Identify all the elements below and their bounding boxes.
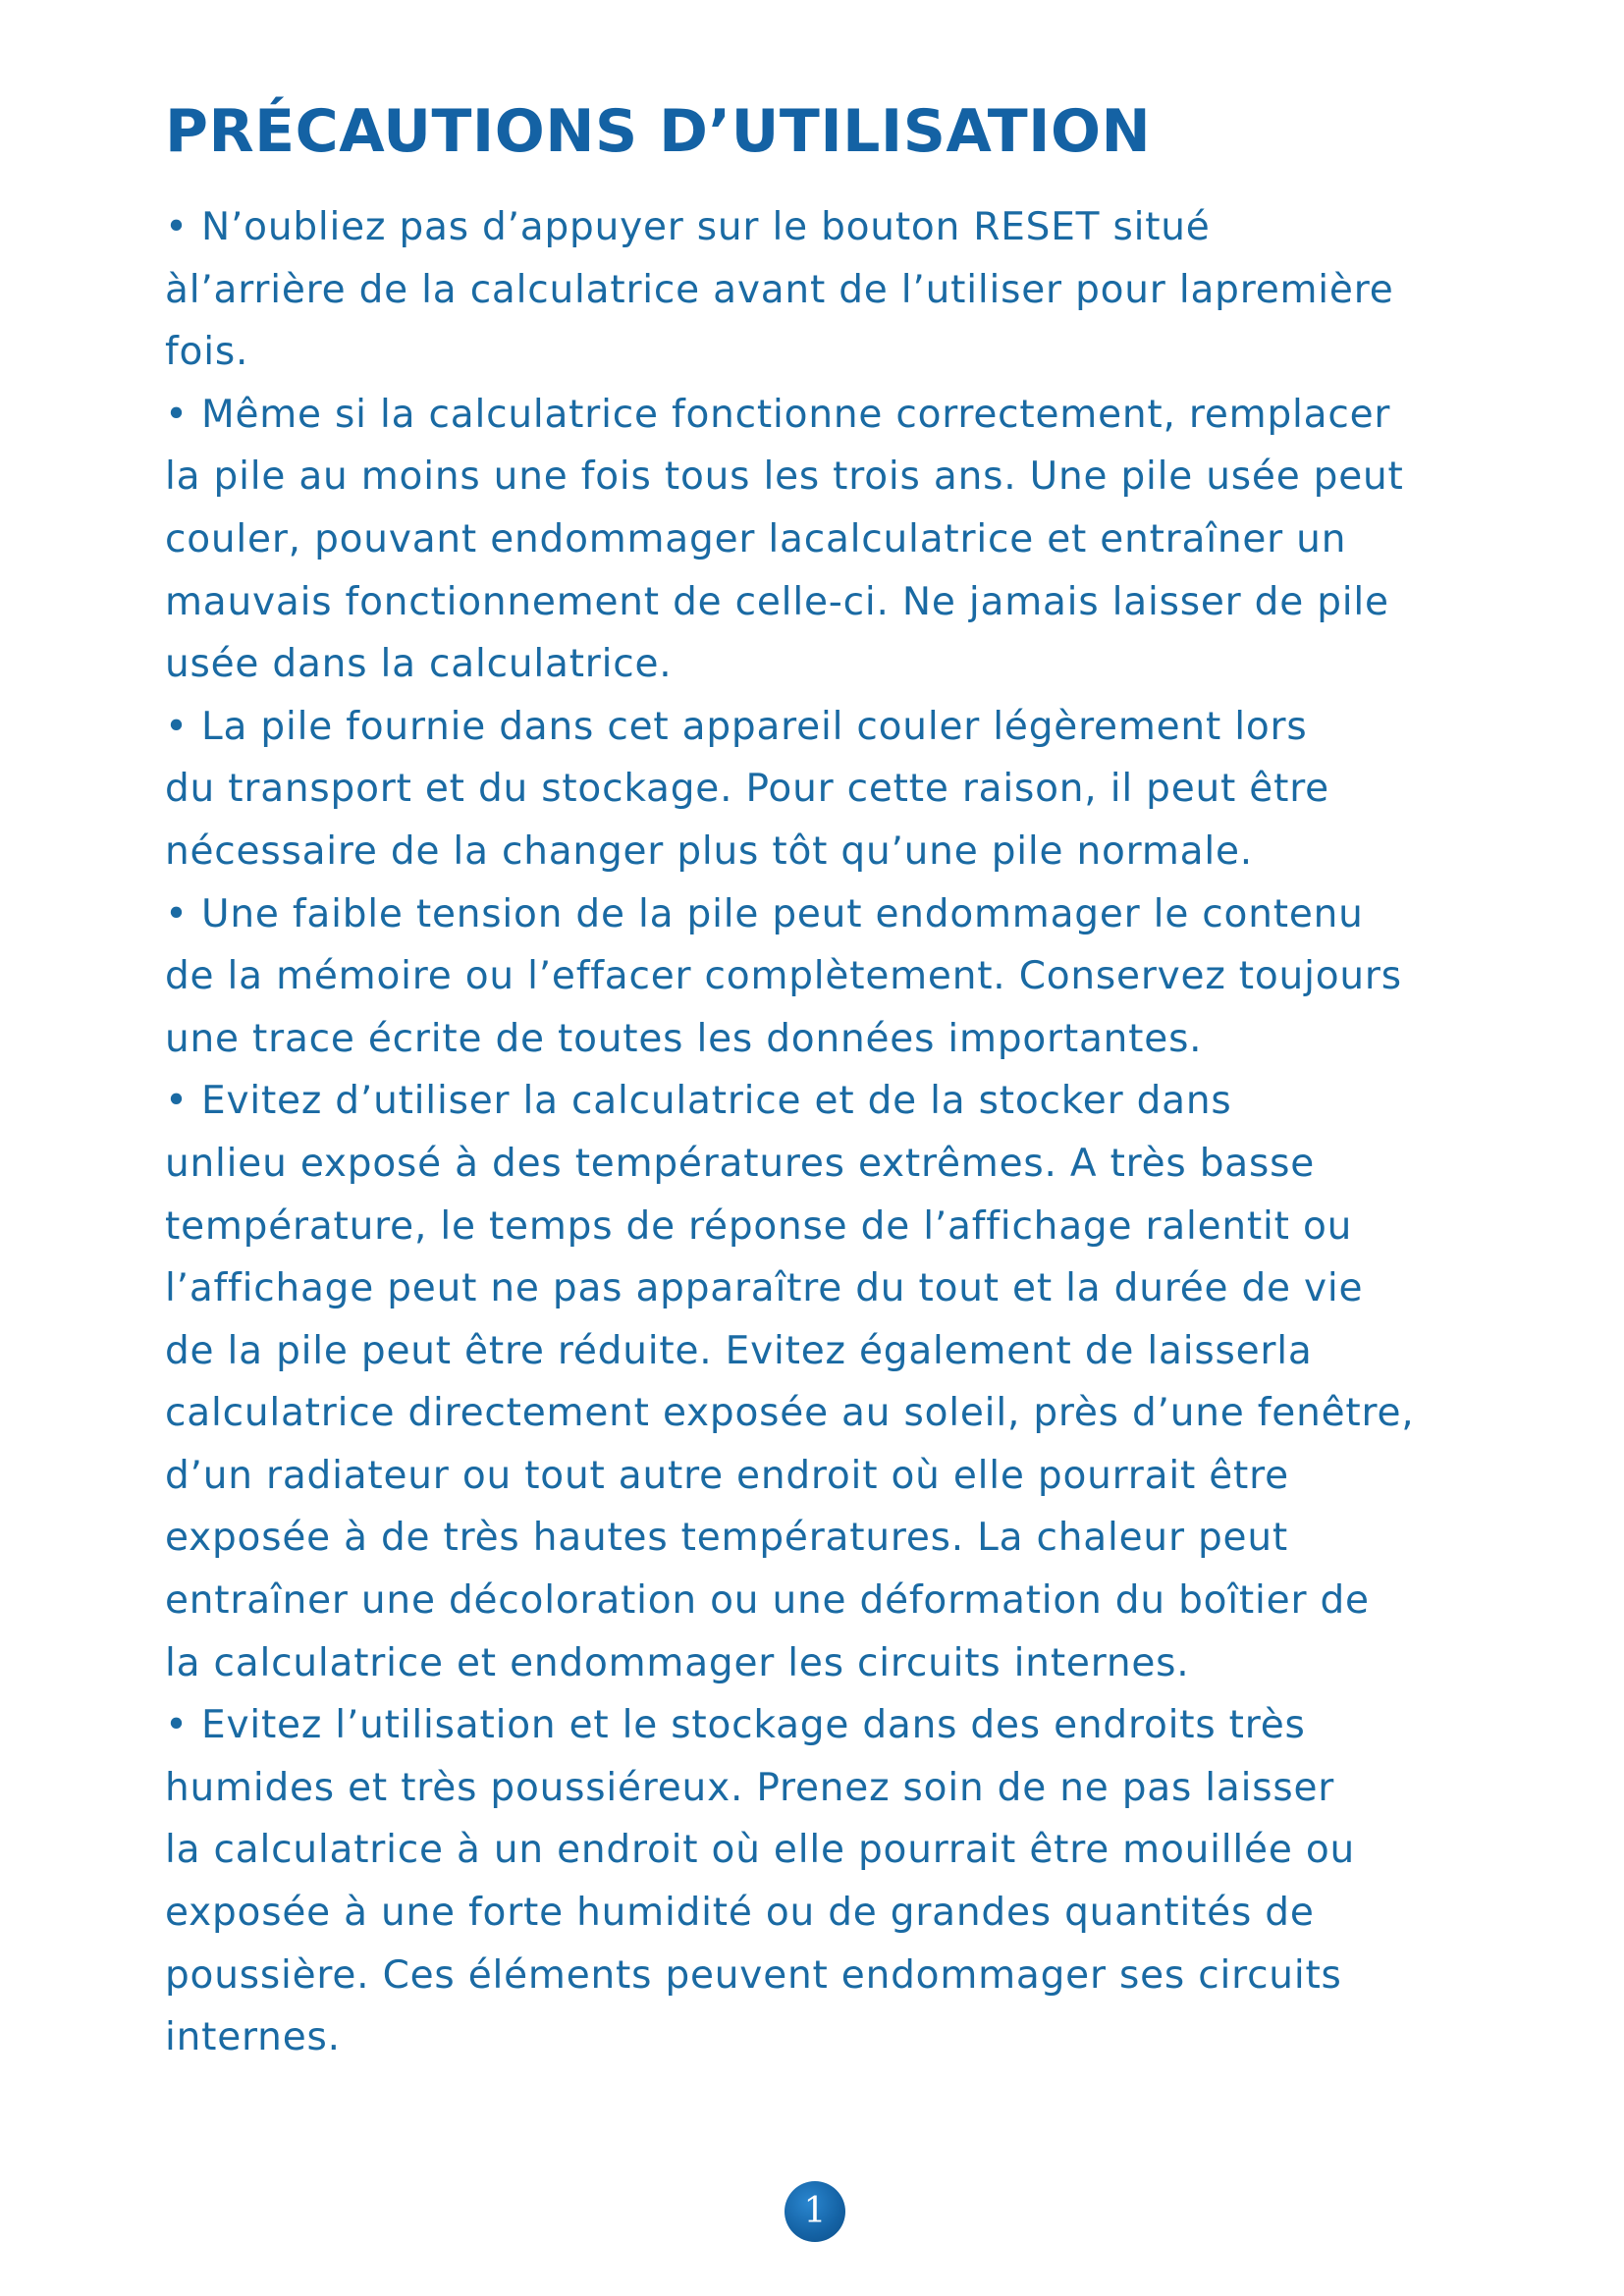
text-line: poussière. Ces éléments peuvent endommager ses circuits xyxy=(165,1952,1342,1998)
page-number-badge: 1 xyxy=(785,2181,845,2242)
text-line: couler, pouvant endommager lacalculatrice et entraîner un xyxy=(165,516,1347,561)
text-line: mauvais fonctionnement de celle-ci. Ne jamais laisser de pile xyxy=(165,579,1389,624)
text-line: • Une faible tension de la pile peut endommager le contenu xyxy=(165,891,1364,936)
precautions-text xyxy=(165,196,1481,2069)
text-line: usée dans la calculatrice. xyxy=(165,642,673,687)
page-title: PRÉCAUTIONS D’UTILISATION xyxy=(165,97,1152,166)
text-line: • La pile fournie dans cet appareil couler légèrement lors xyxy=(165,704,1308,749)
text-line: • Evitez l’utilisation et le stockage dans des endroits très xyxy=(165,1703,1306,1748)
text-line: internes. xyxy=(165,2015,341,2060)
text-line: de la mémoire ou l’effacer complètement. Conservez toujours xyxy=(165,954,1402,999)
text-line: la calculatrice à un endroit où elle pourrait être mouillée ou xyxy=(165,1828,1356,1873)
text-line: • N’oubliez pas d’appuyer sur le bouton RESET situé xyxy=(165,205,1211,249)
text-line: humides et très poussiéreux. Prenez soin de ne pas laisser xyxy=(165,1765,1335,1810)
text-line: une trace écrite de toutes les données importantes. xyxy=(165,1016,1203,1061)
text-line: unlieu exposé à des températures extrêmes. A très basse xyxy=(165,1141,1316,1186)
text-line: fois. xyxy=(165,330,249,375)
text-line: entraîner une décoloration ou une déformation du boîtier de xyxy=(165,1578,1370,1624)
text-line: l’affichage peut ne pas apparaître du tout et la durée de vie xyxy=(165,1266,1364,1311)
text-line: • Evitez d’utiliser la calculatrice et de la stocker dans xyxy=(165,1079,1232,1124)
text-line: exposée à de très hautes températures. La chaleur peut xyxy=(165,1516,1288,1561)
text-line: nécessaire de la changer plus tôt qu’une pile normale. xyxy=(165,828,1253,874)
text-line: du transport et du stockage. Pour cette raison, il peut être xyxy=(165,767,1329,812)
text-line: exposée à une forte humidité ou de grandes quantités de xyxy=(165,1891,1315,1936)
text-line: d’un radiateur ou tout autre endroit où elle pourrait être xyxy=(165,1453,1289,1498)
text-line: àl’arrière de la calculatrice avant de l’utiliser pour lapremière xyxy=(165,267,1394,312)
text-line: • Même si la calculatrice fonctionne correctement, remplacer xyxy=(165,392,1391,437)
text-line: la calculatrice et endommager les circuits internes. xyxy=(165,1640,1190,1685)
text-line: calculatrice directement exposée au soleil, près d’une fenêtre, xyxy=(165,1391,1415,1436)
text-line: température, le temps de réponse de l’affichage ralentit ou xyxy=(165,1203,1353,1249)
text-line: la pile au moins une fois tous les trois ans. Une pile usée peut xyxy=(165,454,1404,500)
text-line: de la pile peut être réduite. Evitez également de laisserla xyxy=(165,1328,1313,1373)
